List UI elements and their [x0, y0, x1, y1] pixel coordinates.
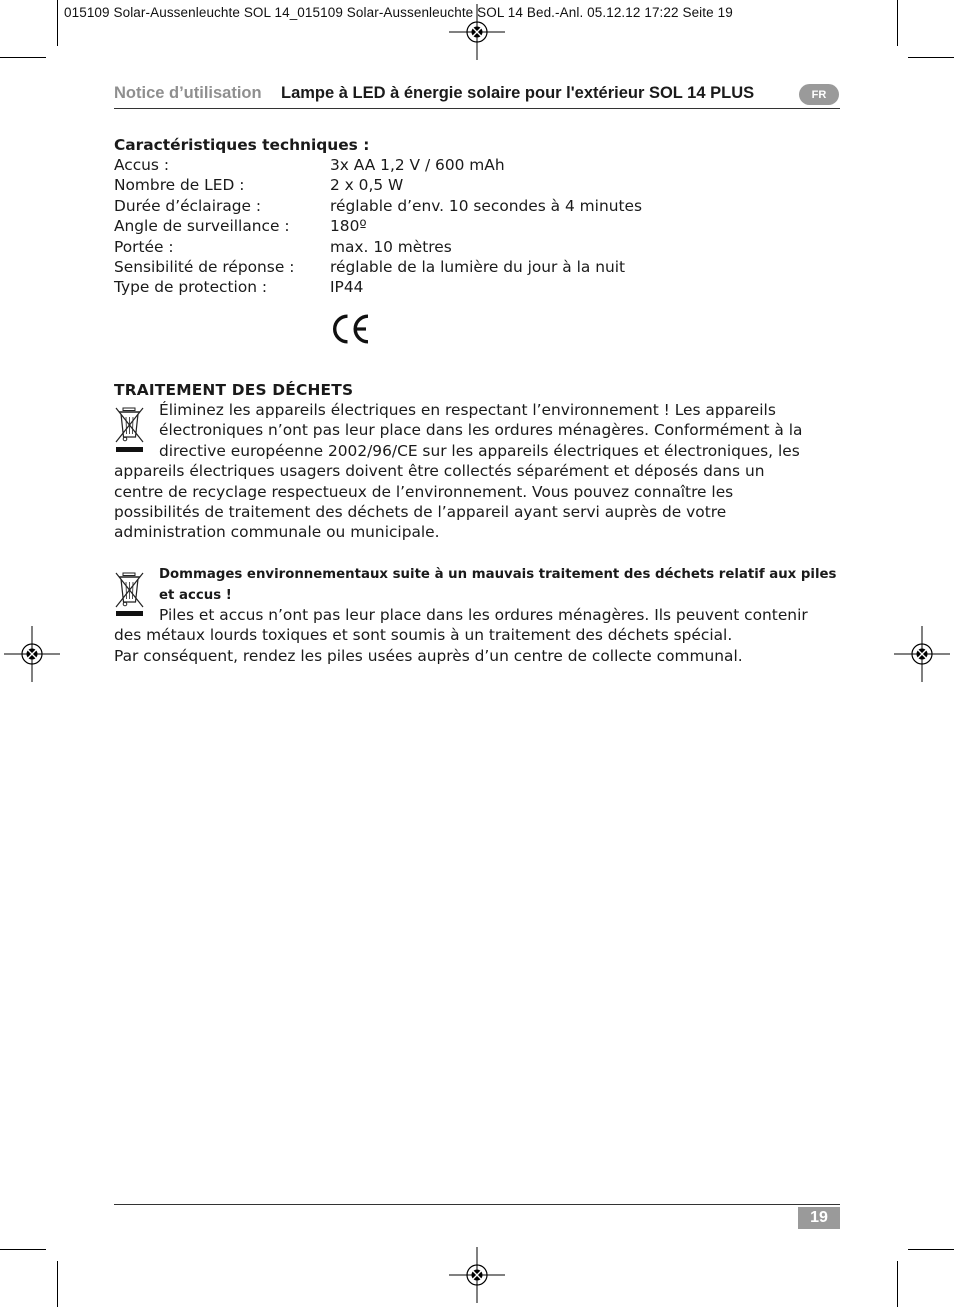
spec-label: Durée d’éclairage :	[114, 196, 262, 215]
paragraph-line: directive européenne 2002/96/CE sur les appareils électriques et électroniques, les	[159, 441, 800, 460]
paragraph-line: appareils électriques usagers doivent être collectés séparément et déposés dans un	[114, 462, 765, 481]
spec-label: Nombre de LED :	[114, 176, 245, 195]
paragraph-line: Par conséquent, rendez les piles usées auprès d’un centre de collecte communal.	[114, 646, 743, 665]
header-section-label: Notice d’utilisation	[114, 84, 262, 102]
paragraph-line: possibilités de traitement des déchets de l’appareil ayant servi auprès de votre	[114, 503, 727, 522]
language-badge: FR	[799, 84, 839, 105]
spec-value: 3x AA 1,2 V / 600 mAh	[330, 156, 505, 174]
spec-value: 180º	[330, 217, 367, 236]
paragraph-line: Piles et accus n’ont pas leur place dans les ordures ménagères. Ils peuvent contenir	[159, 606, 808, 624]
battery-paragraph	[114, 605, 842, 666]
running-header	[114, 82, 840, 109]
specs-title: Caractéristiques techniques :	[114, 136, 370, 154]
paragraph-line: électroniques n’ont pas leur place dans les ordures ménagères. Conformément à la	[159, 421, 803, 440]
paragraph-line: centre de recyclage respectueux de l’environnement. Vous pouvez connaître les	[114, 482, 734, 501]
battery-warning	[159, 565, 849, 606]
registration-mark-icon	[449, 4, 505, 60]
print-slug: 015109 Solar-Aussenleuchte SOL 14_015109 Solar-Aussenleuchte SOL 14 Bed.-Anl. 05.12.12 17:22 Seite 19	[64, 5, 733, 20]
crop-mark	[57, 1261, 58, 1307]
spec-label: Portée :	[114, 237, 174, 256]
paragraph-line: des métaux lourds toxiques et sont soumis à un traitement des déchets spécial.	[114, 626, 733, 645]
crop-mark	[0, 57, 46, 58]
spec-value: réglable d’env. 10 secondes à 4 minutes	[330, 196, 642, 215]
paragraph-line: Éliminez les appareils électriques en respectant l’environnement ! Les appareils	[159, 401, 776, 419]
crop-mark	[897, 1261, 898, 1307]
spec-value: max. 10 mètres	[330, 237, 452, 256]
spec-label: Sensibilité de réponse :	[114, 257, 295, 276]
spec-value: IP44	[330, 278, 364, 297]
registration-mark-icon	[894, 626, 950, 682]
spec-label: Angle de surveillance :	[114, 217, 290, 236]
spec-value: réglable de la lumière du jour à la nuit	[330, 257, 626, 276]
spec-value: 2 x 0,5 W	[330, 176, 404, 195]
registration-mark-icon	[4, 626, 60, 682]
warning-line: et accus !	[159, 587, 232, 603]
header-title: Lampe à LED à énergie solaire pour l'extérieur SOL 14 PLUS	[281, 84, 755, 102]
warning-line: Dommages environnementaux suite à un mauvais traitement des déchets relatif aux piles	[159, 567, 837, 582]
spec-label: Type de protection :	[114, 278, 268, 297]
waste-paragraph	[114, 400, 842, 543]
page-number: 19	[798, 1207, 840, 1229]
crop-mark	[908, 1249, 954, 1250]
waste-heading: TRAITEMENT DES DÉCHETS	[114, 381, 354, 399]
crop-mark	[57, 0, 58, 46]
crop-mark	[0, 1249, 46, 1250]
ce-mark-icon	[330, 313, 372, 345]
registration-mark-icon	[449, 1247, 505, 1303]
crop-mark	[897, 0, 898, 46]
spec-label: Accus :	[114, 156, 170, 174]
crop-mark	[908, 57, 954, 58]
footer-rule	[114, 1204, 840, 1205]
paragraph-line: administration communale ou municipale.	[114, 523, 440, 542]
